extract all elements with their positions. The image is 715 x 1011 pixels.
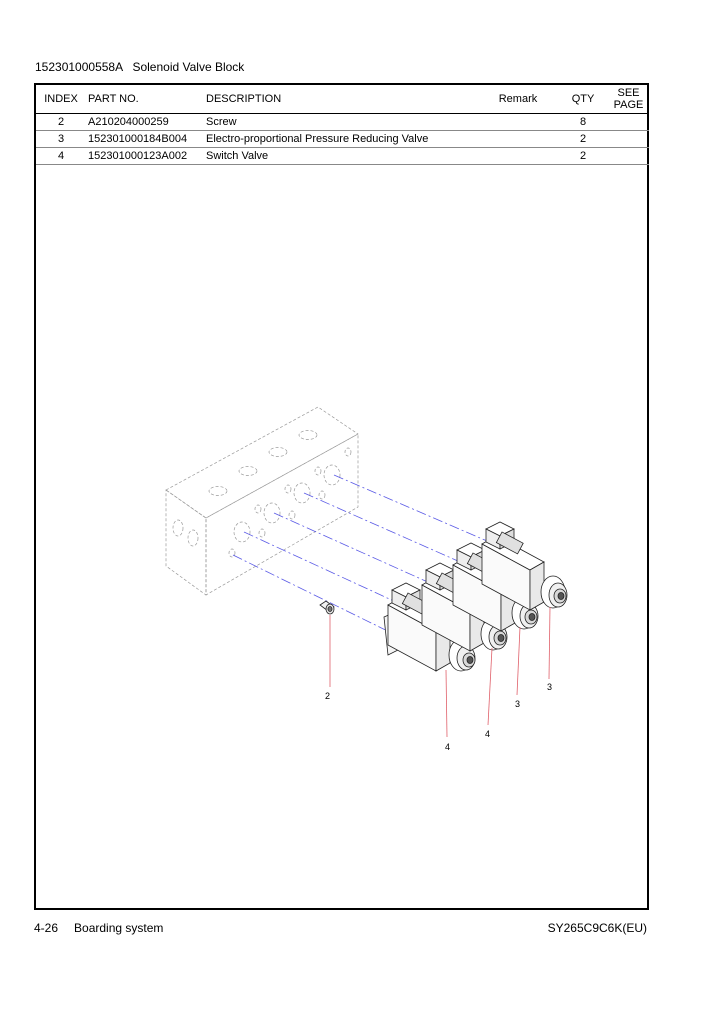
catalog-number: 152301000558A: [35, 60, 123, 74]
page-footer-left: [34, 921, 179, 935]
row-qty: 8: [558, 114, 608, 131]
exploded-view-drawing: [36, 85, 647, 908]
row-description: Switch Valve: [206, 148, 478, 165]
row-description: Electro-proportional Pressure Reducing Valve: [206, 131, 478, 148]
callout-valve-3-front: 3: [515, 699, 521, 709]
parts-page-frame: [34, 83, 649, 910]
callout-switch-valve-rear: 4: [485, 729, 491, 739]
row-qty: 2: [558, 148, 608, 165]
col-part-no-header: PART NO.: [86, 85, 206, 114]
screw-part: [320, 601, 334, 614]
callout-screw: 2: [325, 691, 331, 701]
row-part-no: 152301000184B004: [86, 131, 206, 148]
section-name: Boarding system: [74, 921, 164, 935]
row-description: Screw: [206, 114, 478, 131]
col-remark-header: Remark: [478, 85, 558, 114]
row-part-no: A210204000259: [86, 114, 206, 131]
see-page-line1: SEE: [617, 87, 640, 99]
row-index: 3: [36, 131, 86, 148]
row-part-no: 152301000123A002: [86, 148, 206, 165]
document-title: [35, 60, 244, 74]
callout-switch-valve-front: 4: [445, 742, 451, 752]
callout-valve-3-rear: 3: [547, 682, 553, 692]
col-qty-header: QTY: [558, 85, 608, 114]
assembly-name: Solenoid Valve Block: [132, 60, 245, 74]
page-number: 4-26: [34, 921, 59, 935]
row-index: 4: [36, 148, 86, 165]
row-index: 2: [36, 114, 86, 131]
see-page-line2: PAGE: [613, 99, 644, 111]
col-description-header: DESCRIPTION: [206, 85, 478, 114]
col-index-header: INDEX: [36, 85, 86, 114]
row-qty: 2: [558, 131, 608, 148]
valve-block-phantom: [166, 407, 358, 595]
model-code: SY265C9C6K(EU): [547, 921, 647, 935]
